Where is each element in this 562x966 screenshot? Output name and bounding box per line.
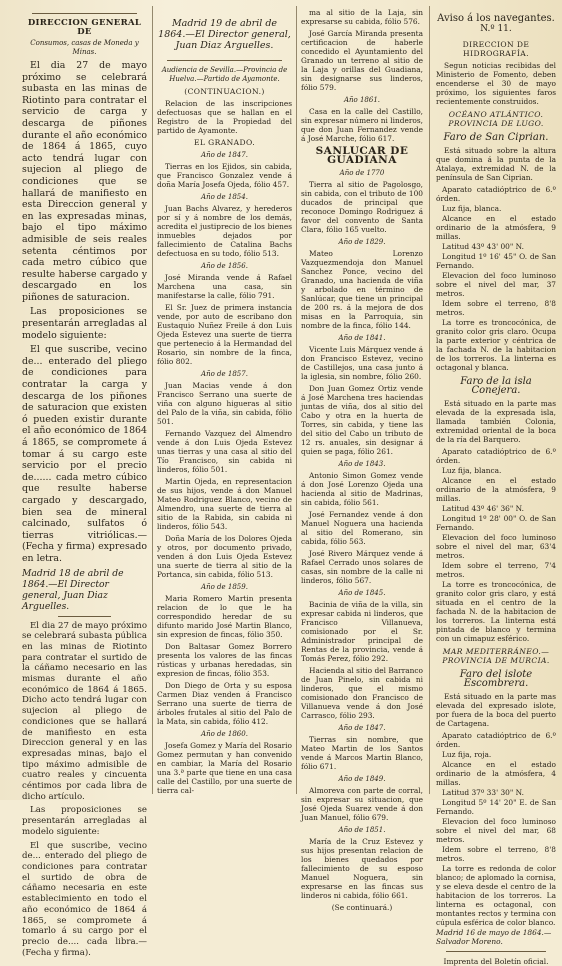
lighthouse-detail: Aparato catadióptrico de 6.º órden. [436,447,556,465]
intro-paragraph: Relacion de las inscripciones defectuosas que se hallan en el Registro de la Propiedad del partido de Ayamonte. [157,99,292,135]
lighthouse-title: Faro de la isla Conejera. [460,376,532,396]
sea-heading: OCÉANO ATLÁNTICO. PROVINCIA DE LUGO. [448,110,544,128]
notice-number: N.º 11. [480,24,512,34]
paragraph: El dia 27 de mayo próximo se celebrará subasta en las minas de Riotinto para contratar el servicio de carga y descarga de piñones durante el año económico de 1864 á 1865, cuyo acto tendrá lugar con sujecion al pliego de condiciones que se hallará de manifiesto en esta Direccion general y en las expresadas minas, bajo el tipo máximo admisible de seis reales setenta céntimos por cada metro cúbico que resulte haberse cargado y descargado en los piñones de saturacion. [22,60,147,303]
column-1 [22,8,147,958]
sea-heading: MAR MEDITERRÁNEO.—PROVINCIA DE MURCIA. [442,647,550,665]
lighthouse-detail: Latitud 43º 46' 36" N. [442,504,524,513]
year-heading: Año de 1849. [338,775,386,783]
entry: El Sr. Juez de primera instancia vende, por auto de escribano don Eustaquio Nuñez Freile á don Luis Ojeda Estevez una suerte de tierra que pertenecio á la Hermandad del Rosario, sin nombre de la finca, fólio 802. [157,303,292,366]
year-heading: Año de 1851. [338,826,386,834]
entry: Don Diego de Orta y su esposa Carmen Diaz venden á Francisco Serrano una suerte de tierra de árboles frutales al sitio del Palo de la Mata, sin cabida, fólio 412. [157,681,292,726]
year-heading: Año 1861. [343,96,381,104]
direccion-heading: DIRECCION DE HIDROGRAFÍA. [462,40,530,58]
entry: Josefa Gomez y María del Rosario Gomez permutan y han convenido en cambiar, la María del Rosario una 3.ª parte que tiene en una casa calle del Castillo, por una suerte de tierra cal- [157,741,292,795]
entry: Juan Macias vende á don Francisco Serrano una suerte de viña con alguno higueras al sitio del Palo de la viña, sin cabida, fólio 501. [157,381,292,426]
column-divider [152,6,153,794]
entry: José Miranda vende á Rafael Marchena una casa, sin manifestarse la calle, fólio 791. [157,273,292,300]
lighthouse-detail: La torre es troncocónica, de granito color gris claro. Ocupa la parte exterior y céntrica de la fachada N. de la habitacion de los torreros. La linterna es octagonal y blanca. [436,318,556,372]
lighthouse-title: Faro de San Ciprian. [443,132,549,143]
divider [58,616,111,617]
paragraph: El dia 27 de mayo próximo se celebrará subasta pública en las minas de Riotinto para contratar el surtido de la cáñamo necesario en las mismas durante el año económico de 1864 á 1865. Dicho acto tendrá lugar con sujecion al pliego de condiciones que se hallará de manifiesto en esta Direccion general y en las expresadas minas, bajo el tipo máximo admisible de cuatro reales y cincuenta céntimos por cada libra de dicho artículo. [22,620,147,802]
entry: Almoreva con parte de corral, sin expresar su situacion, que José Ojeda Suarez vende á don Juan Manuel, fólio 679. [301,786,423,822]
paragraph: El que suscribe, vecino de... enterado del pliego de condiciones para contratar el surtido de obra de cáñamo necesaria en este establecimiento en todo el año económico de 1864 á 1865, se compromete á tomarlo á su cargo por el precio de.... cada libra.—(Fecha y firma). [22,840,147,958]
notice-title: Aviso á los navegantes. [437,13,555,24]
year-heading: Año de 1841. [338,334,386,342]
signature: Madrid 18 de abril de 1864.—El Director general, Juan Diaz Arguelles. [22,567,124,612]
lighthouse-detail: Idem sobre el terreno, 8'8 metros. [436,845,556,863]
year-heading: Año de 1856. [201,262,248,270]
year-heading: Año de 1770 [339,169,385,177]
lighthouse-detail: La torre es troncocónica, de granito color gris claro, y está situada en el centro de la fachada N. de la habitacion de los torreros. La linterna está pintada de blanco y termina con un cimapuz esférico. [436,580,556,643]
divider [167,60,282,61]
paragraph: Las proposiciones se presentarán arregladas al modelo siguiente: [22,805,147,837]
section-heading: DIRECCION GENERAL DE [27,18,142,37]
entry: Juan Bachs Alvarez, y herederos por sí y á nombre de los demás, acredita el justiprecio de los bienes inmuebles dejados por fallecimiento de Catalina Bachs defectuosa en su todo, fólio 513. [157,204,292,258]
year-heading: Año de 1854. [201,193,248,201]
entry: Casa en la calle del Castillo, sin expresar número ni linderos, que don Juan Fernandez vende á José Marche, fólio 617. [301,107,423,143]
entry: Maria Romero Martin presenta relacion de lo que le ha correspondido heredar de su difunto marido José Martin Blanco, sin expresion de fincas, fólio 350. [157,594,292,639]
lighthouse-detail: Elevacion del foco luminoso sobre el nivel del mar, 37 metros. [436,271,556,298]
year-heading: Año de 1843. [338,460,386,468]
entry: Fernando Vazquez del Almendro vende á don Luis Ojeda Estevez unas tierras y una casa al sitio del Tío Francisco, sin cabida ni linderos, fólio 501. [157,429,292,474]
lighthouse-title: Faro del islote Escombrera. [459,669,533,689]
lighthouse-detail: Luz fija, roja. [442,750,492,759]
column-3 [301,8,423,912]
lighthouse-detail: Elevacion del foco luminoso sobre el nivel del mar, 63'4 metros. [436,533,556,560]
column-divider [296,6,297,794]
entry: José García Miranda presenta certificacion de haberle concedido el Ayuntamiento del Granado un terreno al sitio de la Laja y orillas del Guadiana, sin designarse sus linderos, fólio 579. [301,29,423,92]
lighthouse-detail: Aparato catadióptrico de 6.º órden. [436,185,556,203]
year-heading: Año de 1829. [338,238,386,246]
lighthouse-detail: La torre es redonda de color blanco; de aplomado la cornisa, y se eleva desde el centro de la habitacion de los torreros. La linterna es octagonal, con montantes rectos y termina con cúpula esférica de color blanco. [436,864,556,927]
lighthouse-desc: Está situado sobre la altura que domina á la punta de la Atalaya, extremidad N. de la península de San Ciprian. [436,146,556,182]
lighthouse-detail: Elevacion del foco luminoso sobre el nivel del mar, 68 metros. [436,817,556,844]
paragraph: El que suscribe, vecino de... enterado del pliego de condiciones para contratar la carga y descarga de los piñones de saturacion que existen ó pueden existir durante el año económico de 1864 á 1865, se compromete á tomar á su cargo este servicio por el precio de...... cada metro cúbico que resulte haberse cargado y descargado, bien sea de mineral calcinado, sulfatos ó tierras vitriólicas.—(Fecha y firma) expresado en letra. [22,344,147,564]
entry: Martin Ojeda, en representacion de sus hijos, vende á don Manuel Mateo Rodriguez Blanco, vecino de Almendro, una suerte de tierra al sitio de la Rabida, sin cabida ni linderos, fólio 543. [157,477,292,531]
entry: José Fernandez vende á don Manuel Noguera una hacienda al sitio del Romerano, sin cabida, fólio 563. [301,510,423,546]
lighthouse-detail: Idem sobre el terreno, 7'4 metros. [436,561,556,579]
entry: Tierras en los Ejidos, sin cabida, que Francisco Gonzalez vende á doña María Josefa Ojeda, fólio 457. [157,162,292,189]
divider [446,951,546,952]
lighthouse-detail: Longitud 5º 14' 20" E. de San Fernando. [436,798,556,816]
lighthouse-detail: Aparato catadióptrico de 6.º órden. [436,731,556,749]
intro-paragraph: Segun noticias recibidas del Ministerio de Fomento, deben encenderse el 30 de mayo próximo, los siguientes faros recientemente construidos. [436,61,556,106]
date-signature: Madrid 19 de abril de 1864.—El Director general, Juan Diaz Arguelles. [158,17,291,51]
year-heading: Año de 1847. [201,151,248,159]
section-subheading: Consumos, casas de Moneda y Minas. [30,39,139,56]
lighthouse-detail: Longitud 1º 28' 00" O. de San Fernando. [436,514,556,532]
column-4 [436,8,556,966]
year-heading: Año de 1845. [338,589,386,597]
entry: José Rivero Márquez vende á Rafael Cerrado unos solares de casas, sin nombre de la calle ni linderos, fólio 567. [301,549,423,585]
paragraph: Las proposiciones se presentarán arregladas al modelo siguiente: [22,306,147,341]
entry: Don Juan Gomez Ortiz vende á José Marchena tres haciendas juntas de viña, dos al sitio del Cabo y otra en la huerta de Torres, sin cabida, y tiene las del sitio del Cabo un tributo de 12 rs. anuales, sin designar á quien se paga, fólio 261. [301,384,423,456]
place-heading: EL GRANADO. [193,138,256,147]
entry: Vicente Luis Márquez vende á don Francisco Estevez, vecino de Castillejos, una casa junto á la iglesia, sin nombre, fólio 260. [301,345,423,381]
imprint-line: Imprenta del Boletín oficial. [443,957,549,966]
column-2 [157,8,292,794]
entry: Tierra al sitio de Pagolosgo, sin cabida, con el tributo de 100 ducados de principal que reconoce Domingo Rodriguez á favor del convento de Santa Clara, fólio 165 vuelto. [301,180,423,234]
year-heading: Año de 1860. [201,730,248,738]
entry: ma al sitio de la Laja, sin expresarse su cabida, fólio 576. [301,8,423,26]
entry: María de la Cruz Estevez y sus hijos presentan relacion de los bienes quedados por fallecimiento de su esposo Manuel Noguera, sin expresarse en las fincas sus linderos ni cabida, fólio 661. [301,837,423,900]
lighthouse-detail: Latitud 43º 43' 00" N. [442,242,524,251]
lighthouse-detail: Luz fija, blanca. [442,466,502,475]
entry: Tierras sin nombre, que Mateo Martin de los Santos vende á Marcos Martin Blanco, fólio 671. [301,735,423,771]
lighthouse-detail: Luz fija, blanca. [442,204,502,213]
continuation-note: (Se continuará.) [331,903,393,912]
year-heading: Año de 1857. [201,370,248,378]
lighthouse-detail: Alcance en el estado ordinario de la atmósfera, 4 millas. [436,760,556,787]
lighthouse-desc: Está situado en la parte mas elevada del expresado islote, por fuera de la boca del puerto de Cartagena. [436,692,556,728]
top-rule [32,13,137,14]
year-heading: Año de 1859. [201,583,248,591]
lighthouse-detail: Alcance en el estado ordinario de la atmósfera, 9 millas. [436,476,556,503]
place-heading: SANLUCAR DE GUADIANA [315,145,409,166]
column-divider [429,6,430,794]
lighthouse-detail: Latitud 37º 33' 30" N. [442,788,524,797]
entry: Hacienda al sitio del Barranco de Juan Pinelo, sin cabida ni linderos, que el mismo comisionado don Francisco de Villanueva vende á don José Carrasco, fólio 293. [301,666,423,720]
year-heading: Año de 1847. [338,724,386,732]
lighthouse-detail: Longitud 1º 16' 45" O. de San Fernando. [436,252,556,270]
entry: Antonio Simon Gomez vende á don José Lorenzo Ojeda una hacienda al sitio de Madrinas, sin cabida, fólio 561. [301,471,423,507]
entry: Mateo Lorenzo Vazquezmendoja don Manuel Sanchez Ponce, vecino del Granado, una hacienda de viña y arbolado en término de Sanlúcar, que tiene un principal de 200 rs. á la mejora de dos misas en la Parroquia, sin nombre de la finca, fólio 144. [301,249,423,330]
continuation-label: (CONTINUACION.) [184,87,265,96]
entry: Doña María de los Dolores Ojeda y otros, por documento privado, venden á don Luis Ojeda Estevez una suerte de tierra al sitio de la Portanca, sin cabida, fólio 513. [157,534,292,579]
lighthouse-detail: Alcance en el estado ordinario de la atmósfera, 9 millas. [436,214,556,241]
audiencia-line: Audiencia de Sevilla.—Provincia de Huelva.—Partido de Ayamonte. [161,66,288,83]
signature: Madrid 16 de mayo de 1864.—Salvador Moreno. [436,928,552,946]
lighthouse-detail: Idem sobre el terreno, 8'8 metros. [436,299,556,317]
lighthouse-desc: Está situado en la parte mas elevada de la expresada isla, llamada también Colonia, extremidad oriental de la boca de la ría del Barquero. [436,399,556,444]
entry: Don Baltasar Gomez Borrero presenta los valores de las fincas rústicas y urbanas heredadas, sin expresion de fincas, fólio 353. [157,642,292,678]
entry: Bacinia de viña de la villa, sin expresar cabida ni linderos, que Francisco Villanueva, comisionado por el Sr. Administrador principal de Rentas de la provincia, vende á Tomás Perez, fólio 292. [301,600,423,663]
